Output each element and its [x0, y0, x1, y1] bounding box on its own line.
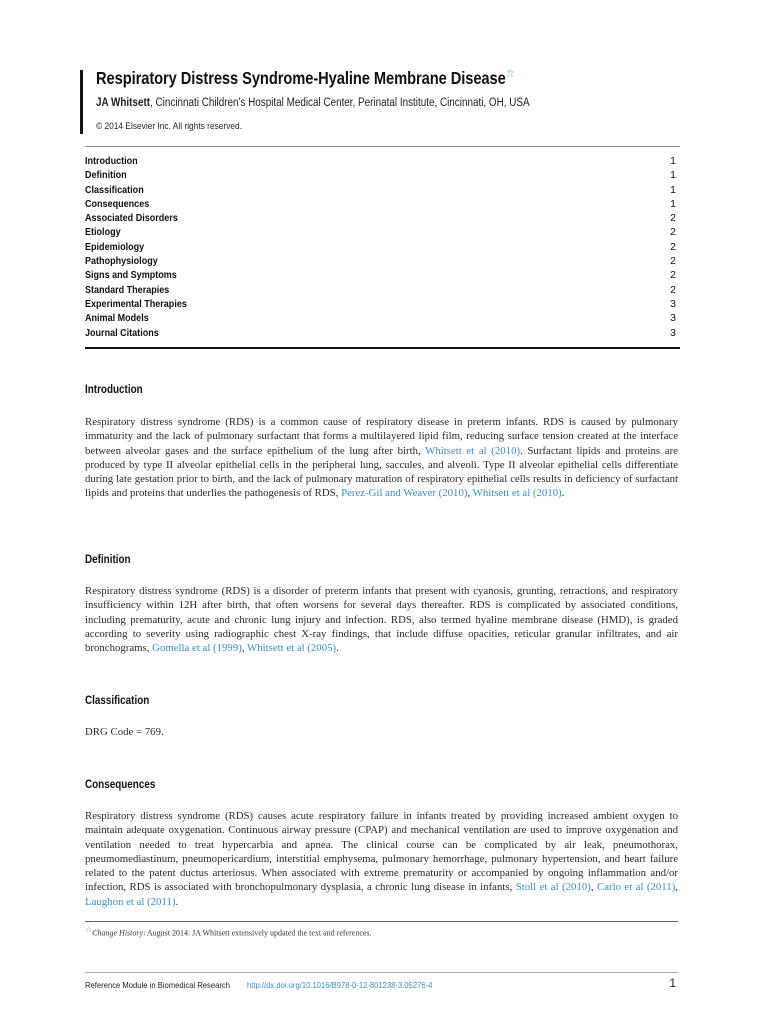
- toc-item-label: Etiology: [85, 226, 121, 239]
- star-icon[interactable]: ☆: [505, 66, 515, 80]
- footer-rule: [85, 972, 678, 973]
- article-header: [85, 66, 685, 136]
- copyright-notice: © 2014 Elsevier Inc. All rights reserved.: [96, 121, 243, 132]
- toc-item-page: 3: [670, 326, 676, 339]
- section-heading-classification: Classification: [85, 695, 150, 707]
- article-title-text: Respiratory Distress Syndrome-Hyaline Membrane Disease: [96, 67, 506, 88]
- footnote-text: : August 2014: JA Whitsett extensively updated the text and references.: [143, 928, 372, 938]
- section-heading-introduction: Introduction: [85, 384, 143, 396]
- toc-item[interactable]: [85, 298, 680, 312]
- citation-link[interactable]: Carlo et al (2011): [597, 881, 676, 894]
- toc-item-label: Standard Therapies: [85, 283, 170, 296]
- article-title: [96, 66, 515, 89]
- author-affiliation: , Cincinnati Children's Hospital Medical Center, Perinatal Institute, Cincinnati, OH, USA: [150, 97, 530, 109]
- toc-item-page: 1: [670, 197, 676, 210]
- citation-link[interactable]: Gomella et al (1999): [152, 642, 242, 655]
- toc-item-label: Animal Models: [85, 312, 149, 325]
- footer-doi-link[interactable]: http://dx.doi.org/10.1016/B978-0-12-801238-3.05276-4: [247, 980, 433, 990]
- author-name: JA Whitsett: [96, 97, 151, 109]
- citation-link[interactable]: Whitsett et al (2010): [472, 487, 562, 500]
- toc-item-page: 2: [670, 240, 676, 253]
- toc-bottom-rule: [85, 347, 680, 349]
- classification-paragraph: DRG Code = 769.: [85, 726, 164, 738]
- page-number: 1: [669, 976, 676, 990]
- toc-item[interactable]: [85, 284, 680, 298]
- citation-link[interactable]: Stoll et al (2010): [515, 881, 591, 894]
- toc-item-label: Associated Disorders: [85, 212, 178, 225]
- footnote-label: Change History: [92, 928, 144, 938]
- toc-item[interactable]: [85, 198, 680, 212]
- toc-item-label: Signs and Symptoms: [85, 269, 177, 282]
- toc-item-page: 3: [670, 312, 676, 325]
- toc-item-page: 2: [670, 212, 676, 225]
- toc-item[interactable]: [85, 169, 680, 183]
- author-line: [96, 97, 530, 109]
- citation-link[interactable]: Whitsett et al (2005): [247, 642, 337, 655]
- toc-item[interactable]: [85, 155, 680, 169]
- toc-item-label: Pathophysiology: [85, 255, 158, 268]
- toc-item-page: 2: [670, 269, 676, 282]
- definition-paragraph: Respiratory distress syndrome (RDS) is a disorder of preterm infants that present with cyanosis, grunting, retractions, and respiratory insufficiency within 12H after birth, that often worsens for several days thereafter. RDS is complicated by associated conditions, including prematurity, acute and chronic lung injury and infection. RDS, also termed hyaline membrane disease (HMD), is graded according to severity using radiographic chest X-ray findings, that include diffuse opacities, reticular granular infiltrates, and air bronchograms, Gomella et al (1999), Whitsett et al (2005).: [85, 585, 678, 655]
- citation-link[interactable]: Laughon et al (2011): [85, 895, 176, 908]
- toc-item[interactable]: [85, 269, 680, 283]
- toc-item-label: Consequences: [85, 197, 150, 210]
- toc-item-page: 2: [670, 226, 676, 239]
- footnote: [85, 925, 372, 938]
- toc-item-page: 1: [670, 183, 676, 196]
- toc-item-label: Definition: [85, 169, 127, 182]
- toc-item[interactable]: [85, 241, 680, 255]
- consequences-paragraph: Respiratory distress syndrome (RDS) causes acute respiratory failure in infants treated by providing increased ambient oxygen to maintain adequate oxygenation. Continuous airway pressure (CPAP) and mechanical ventilation are used to improve oxygenation and ventilation needed to treat hypercarbia and apnea. The clinical course can be complicated by air leak, pneumothorax, pneumomediastinum, pneumopericardium, interstitial emphysema, pulmonary hemorrhage, pulmonary hypertension, and heart failure related to the patent ductus arteriosus. When associated with extreme prematurity or accompanied by ongoing inflammation and/or infection, RDS is associated with bronchopulmonary dysplasia, a chronic lung disease in infants, Stoll et al (2010), Carlo et al (2011), Laughon et al (2011).: [85, 810, 678, 908]
- toc-item-page: 1: [670, 169, 676, 182]
- toc-item-label: Classification: [85, 183, 144, 196]
- toc-item-page: 2: [670, 255, 676, 268]
- toc-item[interactable]: [85, 327, 680, 341]
- header-accent-bar: [80, 70, 83, 134]
- table-of-contents: [85, 146, 680, 349]
- toc-item-page: 2: [670, 283, 676, 296]
- introduction-paragraph: Respiratory distress syndrome (RDS) is a common cause of respiratory disease in preterm infants. RDS is caused by pulmonary immaturity and the lack of pulmonary surfactant that forms a multilayered lipid film, reducing surface tension created at the interface between alveolar gases and the surface epithelium of the lung after birth, Whitsett et al (2010). Surfactant lipids and proteins are produced by type II alveolar epithelial cells in the peripheral lung, saccules, and alveoli. Type II alveolar epithelial cells differentiate during late gestation prior to birth, and the lack of pulmonary maturation of respiratory epithelial cells results in deficiency of surfactant lipids and proteins that underlies the pathogenesis of RDS, Perez-Gil and Weaver (2010), Whitsett et al (2010).: [85, 416, 678, 500]
- toc-item-label: Introduction: [85, 155, 138, 167]
- toc-item[interactable]: [85, 212, 680, 226]
- section-heading-consequences: Consequences: [85, 779, 156, 791]
- toc-item-label: Journal Citations: [85, 326, 159, 339]
- toc-item[interactable]: [85, 226, 680, 240]
- toc-item[interactable]: [85, 255, 680, 269]
- section-heading-definition: Definition: [85, 554, 131, 566]
- toc-item-page: 1: [670, 155, 676, 167]
- toc-item-label: Experimental Therapies: [85, 297, 187, 310]
- footer-journal-name: Reference Module in Biomedical Research: [85, 980, 231, 990]
- toc-list: [85, 155, 680, 341]
- toc-item-label: Epidemiology: [85, 240, 145, 253]
- citation-link[interactable]: Whitsett et al (2010): [425, 444, 521, 457]
- toc-item[interactable]: [85, 312, 680, 326]
- star-icon: ☆: [85, 925, 93, 934]
- citation-link[interactable]: Perez-Gil and Weaver (2010): [341, 487, 468, 500]
- footnote-rule: [85, 921, 678, 922]
- toc-item-page: 3: [670, 297, 676, 310]
- toc-top-rule: [85, 146, 680, 147]
- toc-item[interactable]: [85, 184, 680, 198]
